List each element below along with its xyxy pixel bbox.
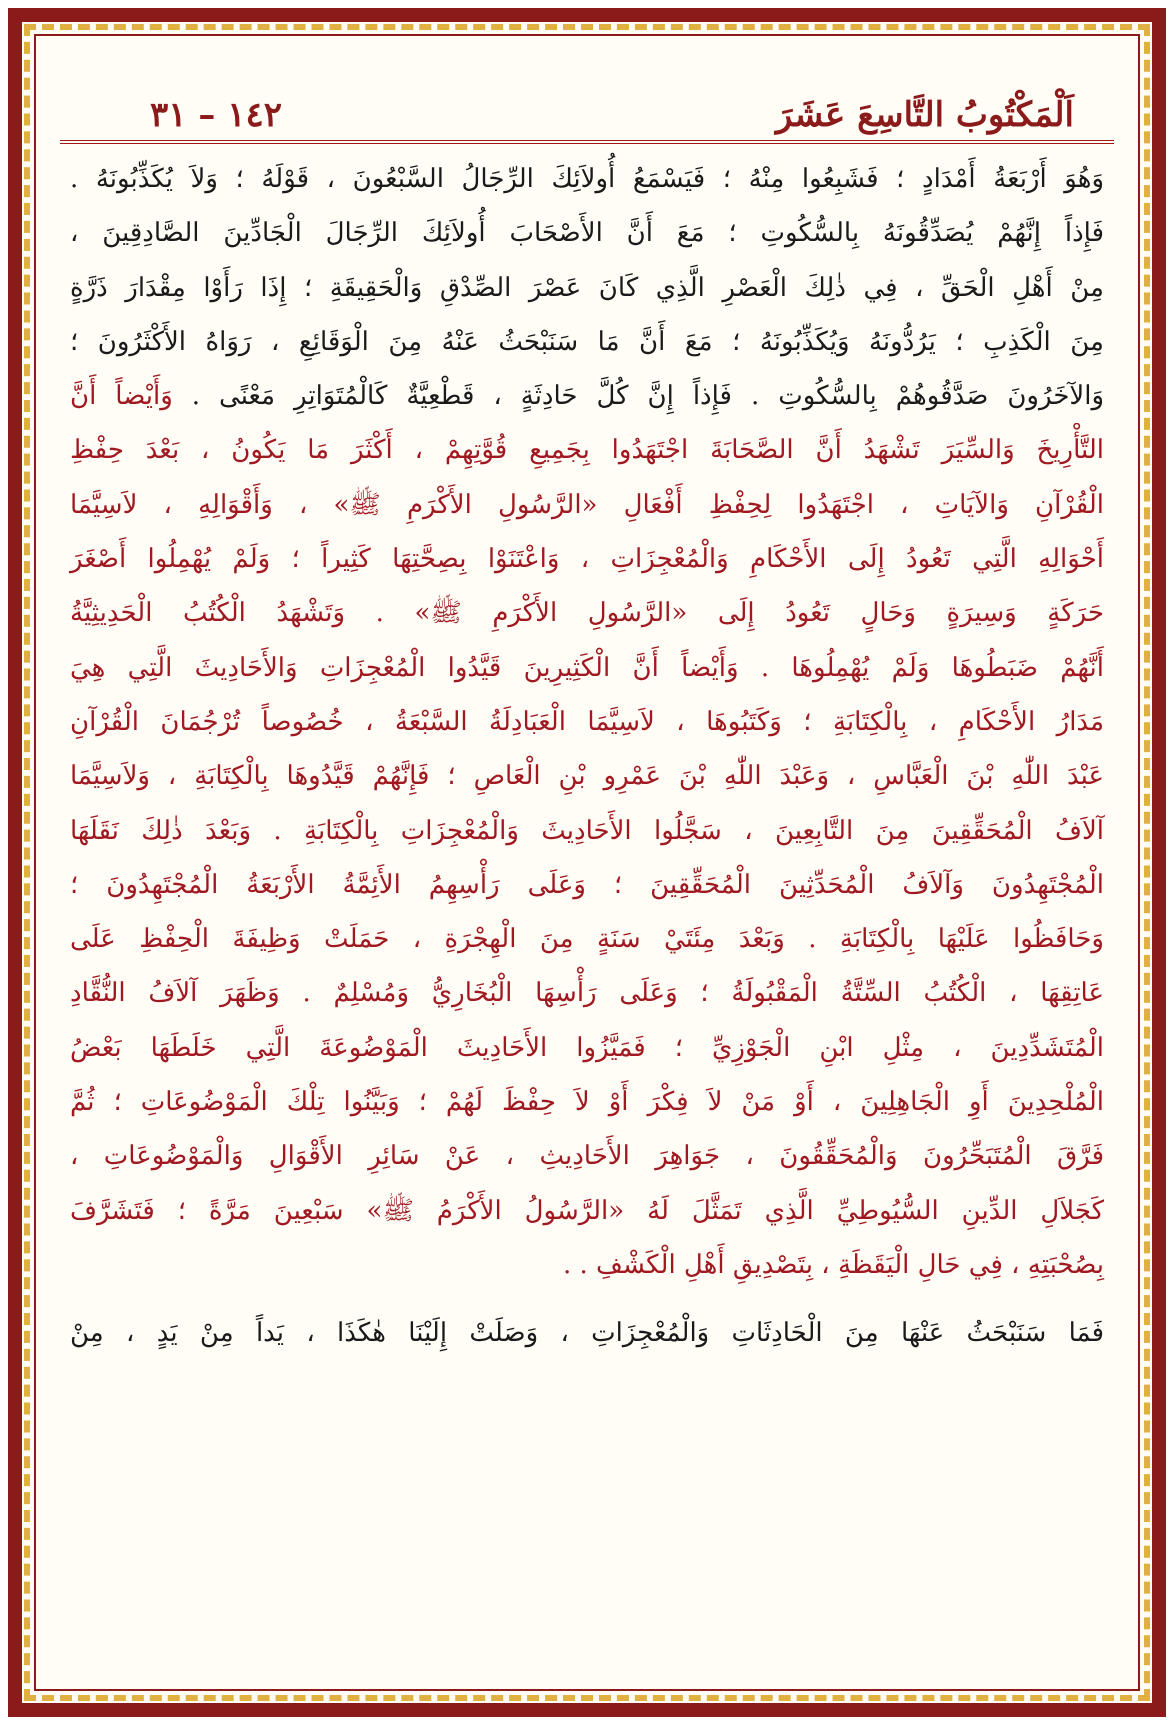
text-line: فَإِذاً إِنَّهُمْ يُصَدِّقُونَهُ بِالسُّكُوتِ ؛ مَعَ أَنَّ الأَصْحَابَ أُولاَئِكَ الرِّجَالَ الْجَادِّينَ الصَّادِقِينَ ، (70, 218, 1104, 249)
text-line: الْقُرْآنِ وَالآيَاتِ ، اجْتَهَدُوا لِحِفْظِ أَفْعَالِ «الرَّسُولِ الأَكْرَمِ ﷺ» ، وَأَقْوَالِهِ ، لاَسِيَّمَا (70, 489, 1104, 520)
text-line-mixed (60, 369, 1114, 423)
text-line: حَرَكَةٍ وَسِيرَةٍ وَحَالٍ تَعُودُ إِلَى «الرَّسُولِ الأَكْرَمِ ﷺ» . وَتَشْهَدُ الْكُتُبُ الْحَدِيثِيَّةُ (70, 598, 1104, 629)
text-line: عَاتِقِهَا ، الْكُتُبُ السِّتَّةُ الْمَقْبُولَةُ ؛ وَعَلَى رَأْسِهَا الْبُخَارِيُّ وَمُسْلِمٌ . وَظَهَرَ آلاَفُ النُّقَّادِ (70, 978, 1104, 1009)
page-header (60, 70, 1114, 144)
text-line: فَرَّقَ الْمُتَبَحِّرُونَ وَالْمُحَقِّقُونَ ، جَوَاهِرَ الأَحَادِيثِ ، عَنْ سَائِرِ الأَقْوَالِ وَالْمَوْضُوعَاتِ ، (70, 1141, 1105, 1172)
text-line: آلاَفُ الْمُحَقِّقِينَ مِنَ التَّابِعِينَ ، سَجَّلُوا الأَحَادِيثَ وَالْمُعْجِزَاتِ بِالْكِتَابَةِ . وَبَعْدَ ذٰلِكَ نَقَلَهَا (70, 815, 1104, 846)
text-line-last: بِصُحْبَتِهِ ، فِي حَالِ الْيَقَظَةِ ، بِتَصْدِيقِ أَهْلِ الْكَشْفِ . . (563, 1249, 1104, 1280)
text-segment-red: وَأَيْضاً أَنَّ (70, 381, 173, 412)
text-line: وَهُوَ أَرْبَعَةُ أَمْدَادٍ ؛ فَشَبِعُوا مِنْهُ ؛ فَيَسْمَعُ أُولاَئِكَ الرِّجَالُ السَّبْعُونَ ، قَوْلَهُ ؛ وَلاَ يُكَذِّبُونَهُ . (70, 164, 1104, 194)
text-line: أَحْوَالِهِ الَّتِي تَعُودُ إِلَى الأَحْكَامِ وَالْمُعْجِزَاتِ ، وَاعْتَنَوْا بِصِحَّتِهَا كَثِيراً ؛ وَلَمْ يُهْمِلُوا أَصْغَرَ (70, 544, 1104, 575)
text-line: مِنَ الْكَذِبِ ؛ يَرُدُّونَهُ وَيُكَذِّبُونَهُ ؛ مَعَ أَنَّ مَا سَنَبْحَثُ عَنْهُ مِنَ الْوَقَائِعِ ، رَوَاهُ الأَكْثَرُونَ ؛ (70, 326, 1104, 357)
page (60, 70, 1114, 1361)
text-line: كَجَلاَلِ الدِّينِ السُّيُوطِيِّ الَّذِي تَمَثَّلَ لَهُ «الرَّسُولُ الأَكْرَمُ ﷺ» سَبْعِينَ مَرَّةً ؛ فَتَشَرَّفَ (70, 1195, 1104, 1226)
page-number: ١٤٢ – ٣١ (150, 95, 283, 135)
text-line: وَحَافَظُوا عَلَيْهَا بِالْكِتَابَةِ . وَبَعْدَ مِئَتَيْ سَنَةٍ مِنَ الْهِجْرَةِ ، حَمَلَتْ وَظِيفَةَ الْحِفْظِ عَلَى (70, 924, 1104, 955)
text-line: عَبْدَ اللّٰهِ بْنَ الْعَبَّاسِ ، وَعَبْدَ اللّٰهِ بْنَ عَمْرِو بْنِ الْعَاصِ ؛ فَإِنَّهُمْ قَيَّدُوهَا بِالْكِتَابَةِ ، وَلاَسِيَّمَا (70, 761, 1104, 792)
paragraph-gap (60, 1292, 1114, 1306)
text-segment: وَالآخَرُونَ صَدَّقُوهُمْ بِالسُّكُوتِ . فَإِذاً إِنَّ كُلَّ حَادِثَةٍ ، قَطْعِيَّةٌ كَالْمُتَوَاتِرِ مَعْنًى . (191, 381, 1104, 412)
text-line: أَنَّهُمْ ضَبَطُوهَا وَلَمْ يُهْمِلُوهَا . وَأَيْضاً أَنَّ الْكَثِيرِينَ قَيَّدُوا الْمُعْجِزَاتِ وَالأَحَادِيثَ الَّتِي هِيَ (70, 652, 1104, 683)
text-line: التَّأْرِيخَ وَالسِّيَرَ تَشْهَدُ أَنَّ الصَّحَابَةَ اجْتَهَدُوا بِجَمِيعِ قُوَّتِهِمْ ، أَكْثَرَ مَا يَكُونُ ، بَعْدَ حِفْظِ (70, 435, 1104, 466)
text-line: مِنْ أَهْلِ الْحَقِّ ، فِي ذٰلِكَ الْعَصْرِ الَّذِي كَانَ عَصْرَ الصِّدْقِ وَالْحَقِيقَةِ ؛ إِذَا رَأَوْا مِقْدَارَ ذَرَّةٍ (70, 272, 1104, 303)
text-line: مَدَارُ الأَحْكَامِ ، بِالْكِتَابَةِ ؛ وَكَتَبُوهَا ، لاَسِيَّمَا الْعَبَادِلَةُ السَّبْعَةُ ، خُصُوصاً تُرْجُمَانَ الْقُرْآنِ (70, 706, 1104, 737)
text-line: الْمُجْتَهِدُونَ وَآلاَفُ الْمُحَدِّثِينَ الْمُحَقِّقِينَ ؛ وَعَلَى رَأْسِهِمُ الأَئِمَّةُ الأَرْبَعَةُ الْمُجْتَهِدُونَ ؛ (70, 869, 1104, 900)
page-body (60, 152, 1114, 1361)
chapter-title: اَلْمَكْتُوبُ التَّاسِعَ عَشَرَ (775, 95, 1074, 135)
text-line: الْمُتَشَدِّدِينَ ، مِثْلِ ابْنِ الْجَوْزِيِّ ؛ فَمَيَّزُوا الأَحَادِيثَ الْمَوْضُوعَةَ الَّتِي خَلَطَهَا بَعْضُ (70, 1032, 1104, 1063)
text-line: الْمُلْحِدِينَ أَوِ الْجَاهِلِينَ ، أَوْ مَنْ لاَ فِكْرَ أَوْ لاَ حِفْظَ لَهُمْ ؛ وَبَيَّنُوا تِلْكَ الْمَوْضُوعَاتِ ؛ ثُمَّ (70, 1087, 1104, 1118)
closing-text-line: فَمَا سَنَبْحَثُ عَنْهَا مِنَ الْحَادِثَاتِ وَالْمُعْجِزَاتِ ، وَصَلَتْ إِلَيْنَا هٰكَذَا ، يَداً مِنْ يَدٍ ، مِنْ (70, 1318, 1104, 1349)
